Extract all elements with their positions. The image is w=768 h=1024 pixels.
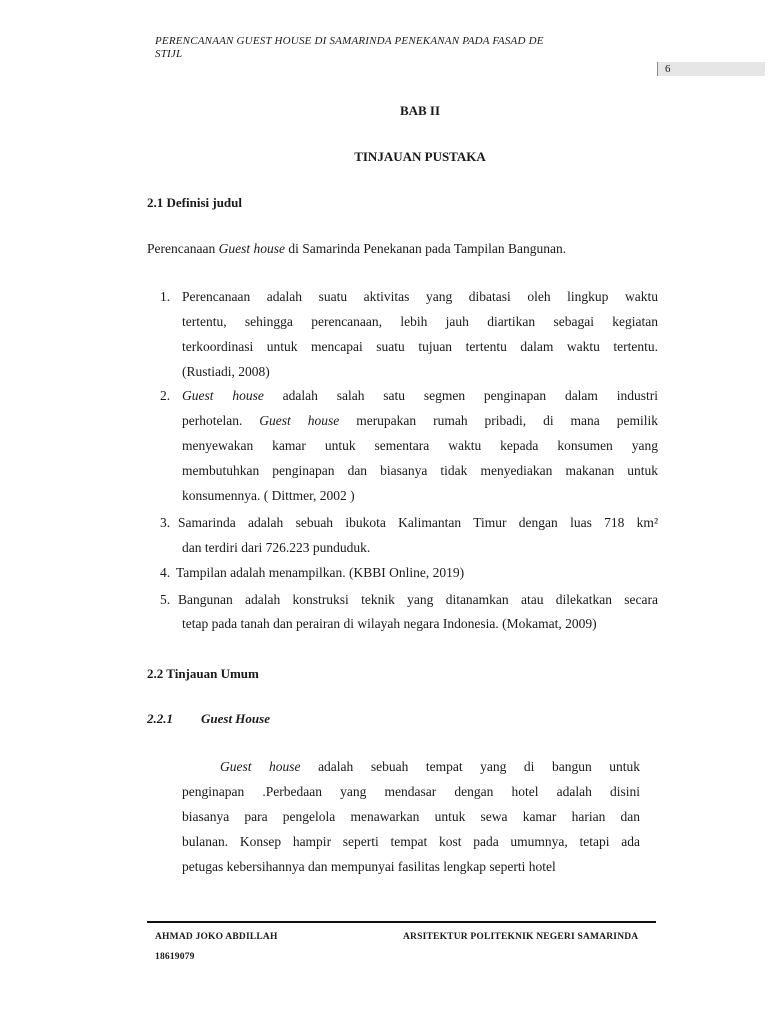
intro-italic: Guest house	[218, 241, 285, 256]
page-number-bar	[657, 62, 765, 76]
subsection-number: 2.2.1	[147, 711, 173, 726]
italic-term: Guest house	[220, 759, 301, 774]
list-number-4: 4.	[160, 565, 171, 580]
list-item-2-line: menyewakan kamar untuk sementara waktu kepada konsumen yang	[182, 438, 658, 453]
page-number: 6	[665, 63, 671, 75]
running-title-line1: PERENCANAAN GUEST HOUSE DI SAMARINDA PENEKANAN PADA FASAD DE	[155, 35, 544, 47]
section-heading-2-1: 2.1 Definisi judul	[147, 195, 242, 210]
italic-term: Guest house	[259, 413, 340, 428]
list-item-1-line: tertentu, sehingga perencanaan, lebih jauh diartikan sebagai kegiatan	[182, 314, 658, 329]
running-header	[155, 35, 625, 61]
line-text: adalah sebuah tempat yang di bangun untuk	[300, 759, 640, 774]
line-text: merupakan rumah pribadi, di mana pemilik	[339, 413, 658, 428]
list-item-3-line-1	[178, 510, 658, 535]
list-item-2-line: konsumennya. ( Dittmer, 2002 )	[182, 488, 355, 503]
paragraph-line: biasanya para pengelola menawarkan untuk sewa kamar harian dan	[182, 809, 640, 824]
line-text: perhotelan.	[182, 413, 260, 428]
paragraph-line	[182, 754, 640, 779]
intro-text-end: di Samarinda Penekanan pada Tampilan Bangunan.	[284, 241, 567, 256]
list-item-1-line: Perencanaan adalah suatu aktivitas yang dibatasi oleh lingkup waktu	[182, 289, 658, 304]
list-item-2-line	[182, 383, 658, 408]
list-item-2-line: membutuhkan penginapan dan biasanya tidak menyediakan makanan untuk	[182, 463, 658, 478]
section-heading-2-2: 2.2 Tinjauan Umum	[147, 666, 259, 681]
list-item-1	[182, 284, 658, 384]
list-item-5-line-1	[178, 587, 658, 612]
subsection-title: Guest House	[201, 711, 270, 726]
list-item-3-line: Samarinda adalah sebuah ibukota Kalimantan Timur dengan luas 718 km²	[178, 515, 658, 530]
footer-student-id: 18619079	[155, 952, 195, 962]
list-number-3: 3.	[160, 515, 171, 530]
guest-house-paragraph	[182, 754, 640, 879]
list-item-2	[182, 383, 658, 508]
paragraph-line: petugas kebersihannya dan mempunyai fasilitas lengkap seperti hotel	[182, 859, 556, 874]
list-item-5-line: Bangunan adalah konstruksi teknik yang ditanamkan atau dilekatkan secara	[178, 592, 658, 607]
list-item-3-line-2: dan terdiri dari 726.223 punduduk.	[182, 540, 371, 555]
list-item-5-line-2: tetap pada tanah dan perairan di wilayah negara Indonesia. (Mokamat, 2009)	[182, 616, 597, 631]
section-intro	[147, 236, 566, 261]
list-item-2-line	[182, 408, 658, 433]
line-text: adalah salah satu segmen penginapan dalam industri	[263, 388, 658, 403]
list-number-1: 1.	[160, 289, 171, 304]
footer-rule	[147, 921, 656, 923]
paragraph-line: penginapan .Perbedaan yang mendasar dengan hotel adalah disini	[182, 784, 640, 799]
italic-term: Guest house	[182, 388, 264, 403]
list-item-1-line: terkoordinasi untuk mencapai suatu tujuan tertentu dalam waktu tertentu.	[182, 339, 658, 354]
page-number-separator	[657, 62, 658, 76]
chapter-label: BAB II	[399, 103, 441, 118]
list-number-5: 5.	[160, 592, 171, 607]
list-number-2: 2.	[160, 388, 171, 403]
paragraph-line: bulanan. Konsep hampir seperti tempat kost pada umumnya, tetapi ada	[182, 834, 640, 849]
chapter-title: TINJAUAN PUSTAKA	[354, 149, 486, 164]
list-item-1-line: (Rustiadi, 2008)	[182, 364, 270, 379]
list-item-4: Tampilan adalah menampilkan. (KBBI Online, 2019)	[176, 565, 465, 580]
footer-author: AHMAD JOKO ABDILLAH	[155, 932, 278, 942]
footer-institution: ARSITEKTUR POLITEKNIK NEGERI SAMARINDA	[403, 932, 639, 942]
running-title-line2: STIJL	[155, 48, 183, 60]
intro-text: Perencanaan	[147, 241, 219, 256]
